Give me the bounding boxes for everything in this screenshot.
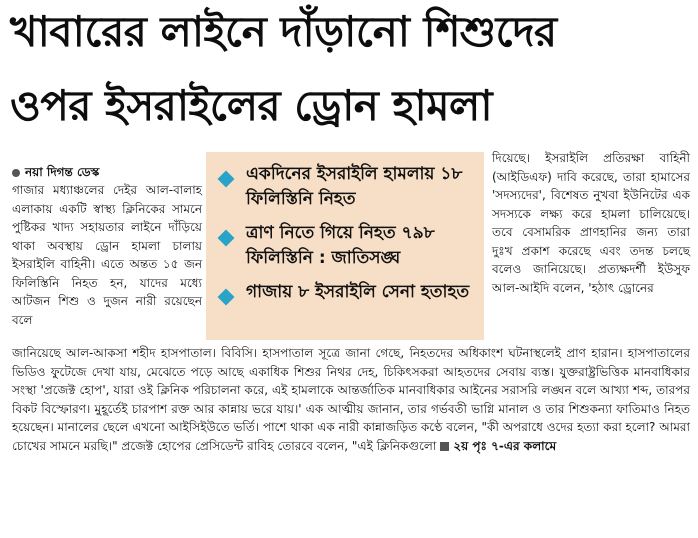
continued-text: ২য় পৃঃ ৭-এর কলামে bbox=[453, 438, 557, 453]
headline-line-2: ওপর ইসরাইলের ড্রোন হামলা bbox=[10, 81, 493, 130]
highlight-item bbox=[214, 221, 476, 271]
square-bullet-icon bbox=[440, 442, 449, 451]
byline bbox=[12, 163, 200, 181]
diamond-bullet-icon bbox=[218, 230, 235, 247]
continued-reference bbox=[440, 439, 556, 453]
highlights-box bbox=[206, 152, 484, 340]
article-column-1: গাজার মধ্যাঞ্চলের দেইর আল-বালাহ এলাকায় একটি স্বাস্থ্য ক্লিনিকের সামনে পুষ্টিকর খাদ্য সহায়তার লাইনে দাঁড়িয়ে থাকা অবস্থায় ড্রোন হামলা চালায় ইসরাইলি বাহিনী। এতে অন্তত ১৫ জন ফিলিস্তিনি নিহত হন, যাদের মধ্যে আটজন শিশু ও দুজন নারী রয়েছেন বলে bbox=[12, 183, 202, 327]
headline-line-1: খাবারের লাইনে দাঁড়ানো শিশুদের bbox=[10, 7, 557, 56]
bullet-icon bbox=[12, 169, 20, 177]
article-bottom-text bbox=[12, 344, 690, 455]
highlight-text: একদিনের ইসরাইলি হামলায় ১৮ ফিলিস্তিনি নিহত bbox=[246, 164, 463, 209]
highlight-item bbox=[214, 280, 476, 305]
highlight-item bbox=[214, 162, 476, 212]
article-column-3: দিয়েছে। ইসরাইলি প্রতিরক্ষা বাহিনী (আইডিএফ) দাবি করেছে, তারা হামাসের 'সদস্যদের', বিশেষত নুখবা ইউনিটের এক সদস্যকে লক্ষ্য করে হামলা চালিয়েছে। তবে বেসামরিক প্রাণহানির জন্য তারা দুঃখ প্রকাশ করেছে এবং তদন্ত চলছে বলেও জানিয়েছে। প্রত্যক্ষদর্শী ইউসুফ আল-আইদি বলেন, 'হঠাৎ ড্রোনের bbox=[492, 151, 690, 295]
byline-text: নয়া দিগন্ত ডেস্ক bbox=[25, 165, 100, 179]
highlight-text: ত্রাণ নিতে গিয়ে নিহত ৭৯৮ ফিলিস্তিনি : জাতিসঙ্ঘ bbox=[246, 223, 435, 268]
article-bottom-body: জানিয়েছে আল-আকসা শহীদ হাসপাতাল। বিবিসি। হাসপাতাল সূত্রে জানা গেছে, নিহতদের অধিকাংশ ঘটনাস্থলেই প্রাণ হারান। হাসপাতালের ভিডিও ফুটেজে দেখা যায়, মেঝেতে পড়ে আছে একাধিক শিশুর নিথর দেহ, চিকিৎসকরা আহতদের সেবায় ব্যস্ত। যুক্তরাষ্ট্রভিত্তিক মানবাধিকার সংস্থা 'প্রজেক্ট হোপ', যারা ওই ক্লিনিক পরিচালনা করে, এই হামলাকে আন্তর্জাতিক মানবাধিকার আইনের সরাসরি লঙ্ঘন বলে আখ্যা শব্দ, তারপর বিকট বিস্ফোরণ। মুহূর্তেই চারপাশ রক্ত আর কান্নায় ভরে যায়।' এক আত্মীয় জানান, তার গর্ভবতী ভাগ্নি মানাল ও তার শিশুকন্যা ফাতিমাও নিহত হয়েছেন। মানালের ছেলে এখনো আইসিইউতে ভর্তি। পাশে থাকা এক নারী কান্নাজড়িত কণ্ঠে বলেন, "কী অপরাধে ওদের হত্যা করা হলো? আমরা চোখের সামনে মরছি।" প্রজেক্ট হোপের প্রেসিডেন্ট রাবিহ তোরবে বলেন, "এই ক্লিনিকগুলো bbox=[12, 346, 690, 453]
diamond-bullet-icon bbox=[218, 289, 235, 306]
diamond-bullet-icon bbox=[218, 171, 235, 188]
highlight-text: গাজায় ৮ ইসরাইলি সেনা হতাহত bbox=[246, 282, 470, 302]
